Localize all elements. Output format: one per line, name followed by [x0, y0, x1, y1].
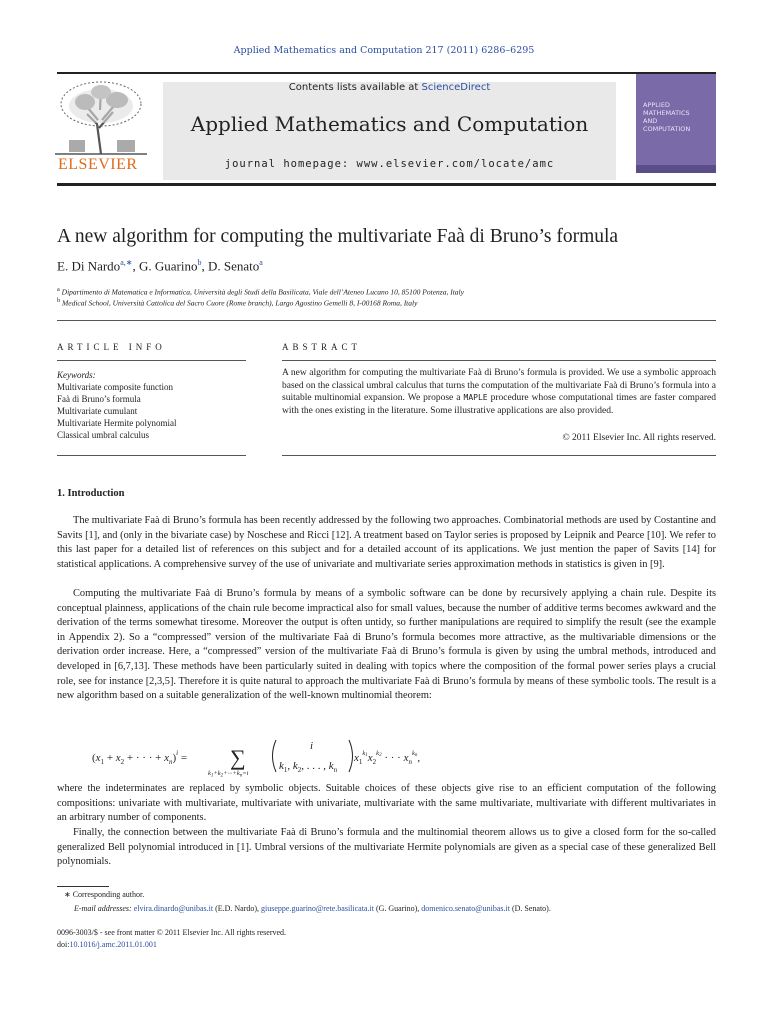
abstract-bottom-rule: [282, 455, 716, 456]
cover-band: [636, 165, 716, 173]
journal-citation[interactable]: Applied Mathematics and Computation 217 (2011) 6286–6295: [233, 45, 535, 56]
keyword-item: Multivariate composite function: [57, 381, 173, 392]
email-link[interactable]: giuseppe.guarino@rete.basilicata.it: [261, 904, 374, 913]
cover-title: APPLIED MATHEMATICS AND COMPUTATION: [643, 101, 691, 133]
svg-text:k1, k2, . . . , kn: $k_1$, $k_2$, . . . , $k_n$: [279, 760, 338, 774]
abstract-heading: ABSTRACT: [282, 342, 362, 352]
email-link[interactable]: elvira.dinardo@unibas.it: [133, 904, 214, 913]
affiliation: $^a$ Dipartimento di Matematica e Informatica, Università degli Studi della Basilicata, Viale dell’Ateneo Lucano 10, 85100 Potenza, Italy: [57, 286, 464, 297]
doi-line: doi:10.1016/j.amc.2011.01.001: [57, 940, 157, 949]
article-title: A new algorithm for computing the multivariate Faà di Bruno’s formula: [57, 226, 619, 247]
intro-paragraph-4: Finally, the connection between the multivariate Faà di Bruno’s formula and the multinomial theorem allows us to give a closed form for the so-called generalized Bell polynomial introduced in [1]. Umbral versions of the multivariate Hermite polynomials are given as a special case of these generalized Bell polynomials.: [57, 827, 716, 868]
svg-text:∑: ∑: [230, 745, 246, 770]
front-matter-note: 0096-3003/$ - see front matter © 2011 Elsevier Inc. All rights reserved.: [57, 928, 287, 937]
article-info-heading: ARTICLE INFO: [57, 342, 166, 352]
email-addresses: E-mail addresses: elvira.dinardo@unibas.it (E.D. Nardo), giuseppe.guarino@rete.basilicata.it (G. Guarino), domenico.senato@unibas.it (D. Senato).: [74, 904, 551, 913]
affiliation: $^b$ Medical School, Università Cattolica del Sacro Cuore (Rome branch), Largo Agostino Gemelli 8, I-00168 Roma, Italy: [57, 297, 418, 308]
keywords-block: [57, 370, 176, 441]
svg-text:(x1 + x2 + · · · + xn)i =: ($x_1 + x_2$ + · · · + $x_n)^i$ =: [92, 749, 188, 766]
journal-banner: [163, 82, 616, 180]
svg-text:i: i: [310, 740, 314, 752]
header-top-rule: [57, 72, 716, 74]
author-affil-mark[interactable]: a: [259, 258, 263, 267]
svg-text:k1+k2+···+kn=i: $k_1+k_2+\cdot\cdot\cdot+k_n=i$: [208, 770, 249, 778]
abstract-text: A new algorithm for computing the multivariate Faà di Bruno’s formula is provided. We use a symbolic approach based on the classical umbral calculus that turns the computation of the multivariate Faà di Bruno’s formula into a suitable multinomial expansion. We propose a MAPLE procedure whose computational times are faster compared with the ones existing in the literature. Some illustrative applications are also provided.: [282, 368, 716, 416]
section-heading-introduction: 1. Introduction: [57, 488, 125, 499]
doi-link[interactable]: 10.1016/j.amc.2011.01.001: [69, 940, 157, 949]
keyword-item: Multivariate Hermite polynomial: [57, 417, 177, 428]
article-info-bottom-rule: [57, 455, 246, 456]
intro-paragraph-3: where the indeterminates are replaced by symbolic objects. Suitable choices of these objects give rise to an efficient computation of the following compositions: univariate with multivariate, multivariate with univariate, multivariate with the same multivariate, multivariate with different multivariates in an arbitrary number of components.: [57, 783, 716, 824]
svg-text:x1k1x2k2 · · · xnkn,: $x_1^k1x_2^k2$ · · · $x_n^kn$,: [354, 750, 421, 766]
contents-line: Contents lists available at ScienceDirect: [288, 82, 491, 93]
journal-homepage[interactable]: journal homepage: www.elsevier.com/locate/amc: [224, 158, 555, 170]
corresponding-author-note: ∗ Corresponding author.: [64, 890, 145, 899]
header-bottom-rule: [57, 183, 716, 186]
journal-cover-thumbnail: [636, 73, 716, 173]
email-link[interactable]: domenico.senato@unibas.it: [421, 904, 510, 913]
author-name: E. Di Nardo: [57, 258, 121, 274]
author-affil-mark[interactable]: b: [197, 258, 202, 267]
sciencedirect-link[interactable]: ScienceDirect: [421, 82, 491, 93]
intro-paragraph-1: The multivariate Faà di Bruno’s formula has been recently addressed by the following two approaches. Combinatorial methods are used by Costantine and Savits [1], and (only in the bivariate case) by Noschese and Ricci [12]. A treatment based on Taylor series is proposed by Leipnik and Pearce [10]. We refer to this last paper for a detailed list of references on this subject and for a detailed account of its applications. We just mention the paper of Savits [14] for statistical applications. A comprehensive survey of the use of univariate and multivariate series approximation methods in statistics is given in [9].: [57, 515, 716, 570]
author-name: G. Guarino: [138, 258, 198, 274]
article-info-rule: [57, 360, 246, 361]
multinomial-equation: [92, 734, 512, 778]
keywords-label: Keywords:: [57, 370, 96, 380]
keyword-item: Classical umbral calculus: [57, 429, 149, 440]
footnote-rule: [57, 886, 109, 887]
author-name: D. Senato: [207, 258, 260, 274]
keyword-item: Faà di Bruno’s formula: [57, 393, 141, 404]
section-rule: [57, 320, 716, 321]
publisher-name: ELSEVIER: [58, 156, 138, 173]
author-list: E. Di Nardo$^{a,∗}$, G. Guarino$^b$, D. Senato$^a$: [57, 258, 263, 274]
journal-title: Applied Mathematics and Computation: [190, 112, 589, 136]
author-affil-mark[interactable]: a,∗: [120, 258, 133, 267]
keyword-item: Multivariate cumulant: [57, 405, 138, 416]
intro-paragraph-2: Computing the multivariate Faà di Bruno’s formula by means of a symbolic software can be done by recursively applying a chain rule. Despite its conceptual plainness, applications of the chain rule become impractical also for small values, because the number of additive terms becomes awkward and the derivation of the terms somewhat tiresome. Moreover the output is often untidy, so further manipulations are required to simplify the result (see the example in Appendix 2). So a “compressed” version of the multivariate Faà di Bruno’s formula becomes more attractive, as the multivariable dimensions or the derivation order increase. Here, a “compressed” version of the multivariate Faà di Bruno’s formula is given by using the umbral methods, introduced and developed in [6,7,13]. These methods have been particularly suited in dealing with topics where the composition of the formal power series plays a crucial role, see for instance [2,3,5]. Therefore it is quite natural to approach the multivariate Faà di Bruno’s formula by means of these symbolic tools. The result is a new algorithm based on a suitable generalization of the well-known multinomial theorem:: [57, 588, 716, 702]
abstract-rule: [282, 360, 716, 361]
abstract-copyright: © 2011 Elsevier Inc. All rights reserved.: [562, 433, 716, 443]
